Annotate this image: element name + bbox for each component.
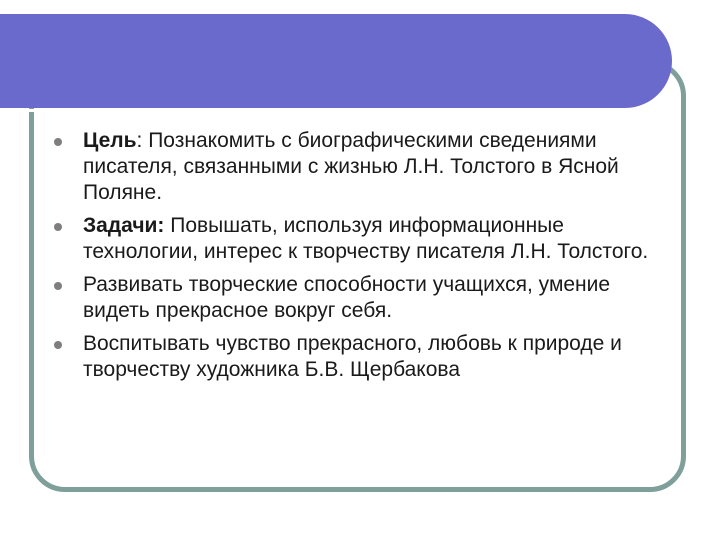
bullet-item-educate [52,331,662,383]
bullet-label: Задачи: [83,214,165,237]
bullet-item-goal [52,128,662,206]
bullet-item-develop [52,272,662,324]
bullet-item-tasks [52,213,662,265]
bullet-text: Воспитывать чувство прекрасного, любовь к природе и творчеству художника Б.В. Щербакова [83,332,622,381]
bullet-label: Цель [83,129,137,152]
title-band [0,14,672,108]
bullet-text: Развивать творческие способности учащихся, умение видеть прекрасное вокруг себя. [83,273,611,322]
bullet-dot-icon [54,223,62,231]
bullet-list [52,128,662,390]
bullet-dot-icon [54,341,62,349]
bullet-text: Повышать, используя информационные технологии, интерес к творчеству писателя Л.Н. Толстого. [83,214,649,263]
title-divider [0,109,636,112]
bullet-text: : Познакомить с биографическими сведениями писателя, связанными с жизнью Л.Н. Толстого в Ясной Поляне. [83,129,619,204]
bullet-dot-icon [54,138,62,146]
bullet-dot-icon [54,282,62,290]
